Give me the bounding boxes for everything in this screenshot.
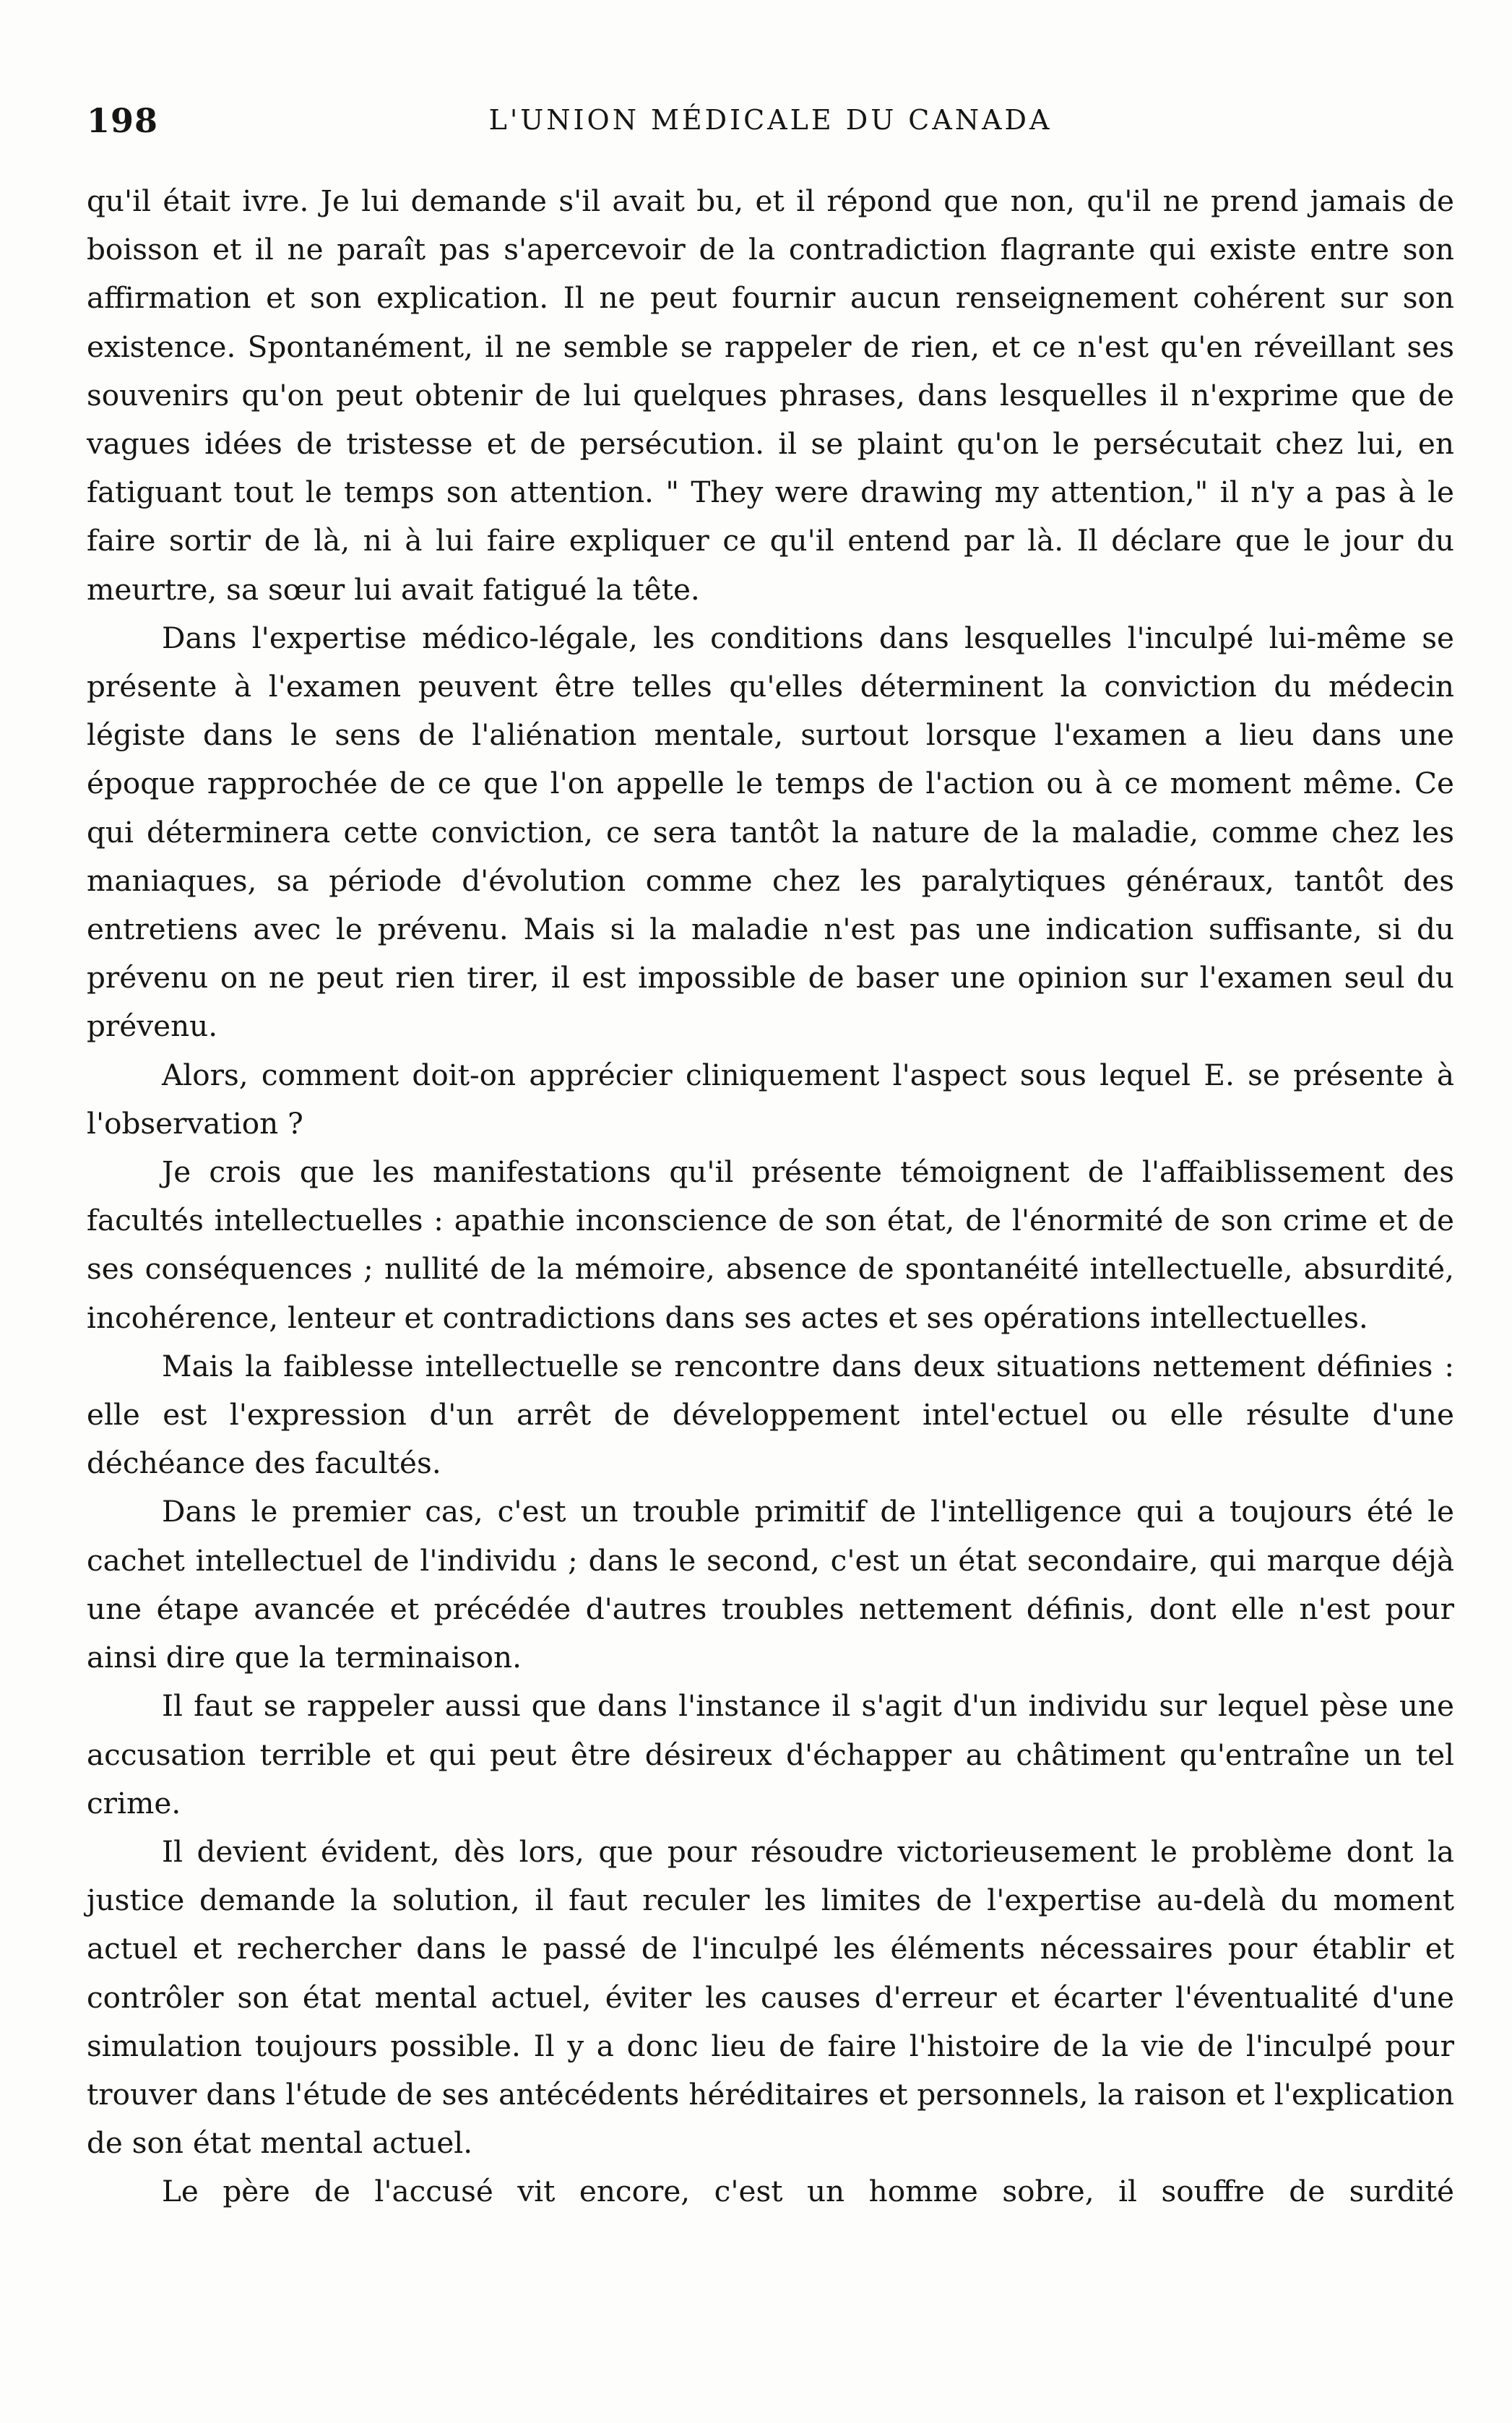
running-header [87, 101, 1454, 152]
paragraph-5: Mais la faiblesse intellectuelle se rencontre dans deux situations nettement définies : elle est l'expression d'un arrêt de développement intel'ectuel ou elle résulte d'une déchéance des facultés. [87, 1348, 1454, 1481]
paragraph-1: qu'il était ivre. Je lui demande s'il avait bu, et il répond que non, qu'il ne prend jamais de boisson et il ne paraît pas s'apercevoir de la contradiction flagrante qui existe entre son affirmation et son explication. Il ne peut fournir aucun renseignement cohérent sur son existence. Spontanément, il ne semble se rappeler de rien, et ce n'est qu'en réveillant ses souvenirs qu'on peut obtenir de lui quelques phrases, dans lesquelles il n'exprime que de vagues idées de tristesse et de persécution. il se plaint qu'on le persécutait chez lui, en fatiguant tout le temps son attention. " They were drawing my attention," il n'y a pas à le faire sortir de là, ni à lui faire expliquer ce qu'il entend par là. Il déclare que le jour du meurtre, sa sœur lui avait fatigué la tête. [87, 183, 1454, 607]
paragraph-2: Dans l'expertise médico-légale, les conditions dans lesquelles l'inculpé lui-même se présente à l'examen peuvent être telles qu'elles déterminent la conviction du médecin légiste dans le sens de l'aliénation mentale, surtout lorsque l'examen a lieu dans une époque rapprochée de ce que l'on appelle le temps de l'action ou à ce moment même. Ce qui déterminera cette conviction, ce sera tantôt la nature de la maladie, comme chez les maniaques, sa période d'évolution comme chez les paralytiques généraux, tantôt des entretiens avec le prévenu. Mais si la maladie n'est pas une indication suffisante, si du prévenu on ne peut rien tirer, il est impossible de baser une opinion sur l'examen seul du prévenu. [87, 620, 1454, 1044]
paragraph-9: Le père de l'accusé vit encore, c'est un homme sobre, il souffre de surdité [162, 2174, 1454, 2209]
article-body [87, 177, 1454, 2216]
paragraph-6: Dans le premier cas, c'est un trouble primitif de l'intelligence qui a toujours été le cachet intellectuel de l'individu ; dans le second, c'est un état secondaire, qui marque déjà une étape avancée et précédée d'autres troubles nettement définis, dont elle n'est pour ainsi dire que la terminaison. [87, 1494, 1454, 1675]
paragraph-3: Alors, comment doit-on apprécier cliniquement l'aspect sous lequel E. se présente à l'observation ? [87, 1057, 1454, 1141]
paragraph-8: Il devient évident, dès lors, que pour résoudre victorieusement le problème dont la justice demande la solution, il faut reculer les limites de l'expertise au-delà du moment actuel et rechercher dans le passé de l'inculpé les éléments nécessaires pour établir et contrôler son état mental actuel, éviter les causes d'erreur et écarter l'éventualité d'une simulation toujours possible. Il y a donc lieu de faire l'histoire de la vie de l'inculpé pour trouver dans l'étude de ses antécédents héréditaires et personnels, la raison et l'explication de son état mental actuel. [87, 1834, 1454, 2161]
journal-title: L'UNION MÉDICALE DU CANADA [488, 104, 1053, 136]
paragraph-7: Il faut se rappeler aussi que dans l'instance il s'agit d'un individu sur lequel pèse une accusation terrible et qui peut être désireux d'échapper au châtiment qu'entraîne un tel crime. [87, 1688, 1454, 1821]
page-number: 198 [87, 101, 159, 140]
paragraph-4: Je crois que les manifestations qu'il présente témoignent de l'affaiblissement des facultés intellectuelles : apathie inconscience de son état, de l'énormité de son crime et de ses conséquences ; nullité de la mémoire, absence de spontanéité intellectuelle, absurdité, incohérence, lenteur et contradictions dans ses actes et ses opérations intellectuelles. [87, 1154, 1454, 1335]
